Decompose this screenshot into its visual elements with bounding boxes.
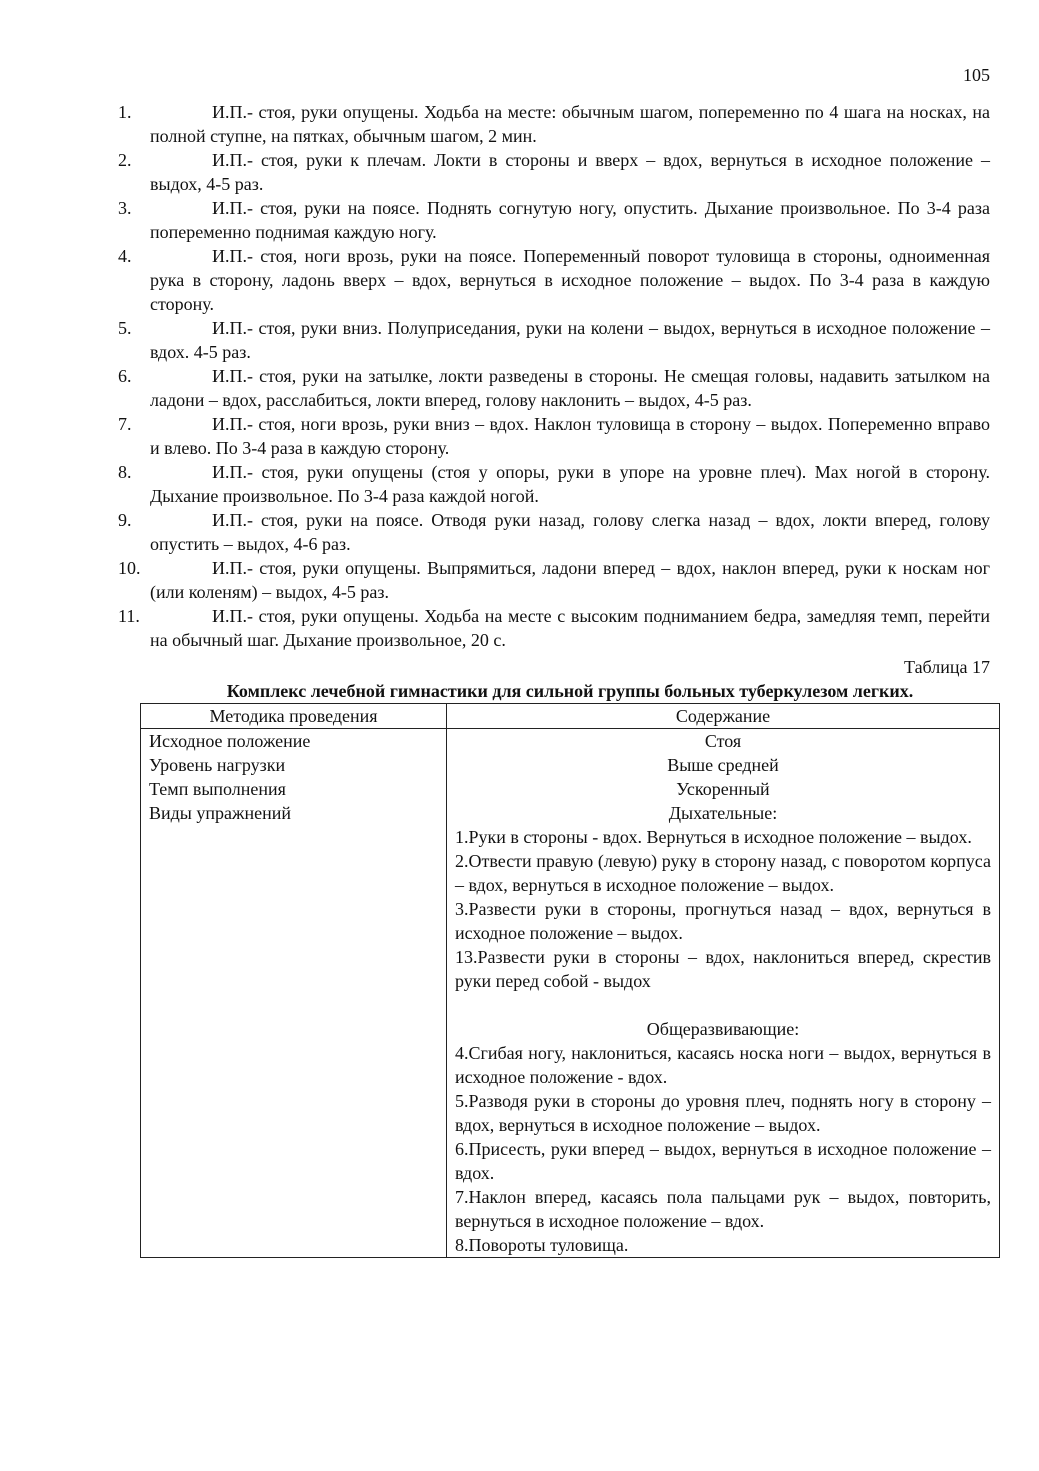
list-item-text: И.П.- стоя, руки вниз. Полуприседания, руки на колени – выдох, вернуться в исходное положение – вдох. 4-5 раз.: [150, 318, 990, 362]
list-item-number: 6.: [118, 366, 132, 386]
table-cell-method: [141, 729, 447, 1258]
table-header-cell: Содержание: [447, 704, 1000, 729]
breathing-exercise: 1.Руки в стороны - вдох. Вернуться в исходное положение – выдох.: [455, 827, 972, 847]
list-item-text: И.П.- стоя, руки опущены. Ходьба на месте: обычным шагом, попеременно по 4 шага на носках, на полной ступне, на пятках, обычным шагом, 2 мин.: [150, 102, 990, 146]
list-item-number: 8.: [118, 462, 132, 482]
method-item: Темп выполнения: [149, 779, 286, 799]
method-item: Уровень нагрузки: [149, 755, 286, 775]
breathing-exercise: 3.Развести руки в стороны, прогнуться назад – вдох, вернуться в исходное положение – выдох.: [455, 899, 991, 943]
list-item: [118, 556, 990, 604]
table-title: Комплекс лечебной гимнастики для сильной группы больных туберкулезом легких.: [226, 681, 914, 701]
exercise-list: [118, 100, 990, 652]
breathing-heading: Дыхательные:: [668, 803, 778, 823]
list-item-text: И.П.- стоя, руки опущены. Ходьба на месте с высоким подниманием бедра, замедляя темп, перейти на обычный шаг. Дыхание произвольное, 20 с.: [150, 606, 990, 650]
table-caption: Таблица 17: [904, 657, 990, 677]
list-item: [118, 244, 990, 316]
list-item-number: 5.: [118, 318, 132, 338]
list-item: [118, 508, 990, 556]
page-number: 105: [963, 65, 990, 85]
list-item: [118, 100, 990, 148]
general-exercise: 7.Наклон вперед, касаясь пола пальцами рук – выдох, повторить, вернуться в исходное положение – вдох.: [455, 1187, 991, 1231]
list-item-text: И.П.- стоя, руки опущены (стоя у опоры, руки в упоре на уровне плеч). Мах ногой в сторону. Дыхание произвольное. По 3-4 раза каждой ногой.: [150, 462, 990, 506]
general-exercise: 5.Разводя руки в стороны до уровня плеч, поднять ногу в сторону – вдох, вернуться в исходное положение – выдох.: [455, 1091, 991, 1135]
breathing-exercise: 13.Развести руки в стороны – вдох, наклониться вперед, скрестив руки перед собой - выдох: [455, 947, 991, 991]
list-item-text: И.П.- стоя, ноги врозь, руки вниз – вдох. Наклон туловища в сторону – выдох. Попеременно вправо и влево. По 3-4 раза в каждую сторону.: [150, 414, 990, 458]
list-item: [118, 460, 990, 508]
blank-line: [455, 993, 991, 1017]
content-value: Выше средней: [667, 755, 779, 775]
breathing-exercise: 2.Отвести правую (левую) руку в сторону назад, с поворотом корпуса – вдох, вернуться в исходное положение – выдох.: [455, 851, 991, 895]
list-item-text: И.П.- стоя, руки опущены. Выпрямиться, ладони вперед – вдох, наклон вперед, руки к носкам ног (или коленям) – выдох, 4-5 раз.: [150, 558, 990, 602]
content-value: Стоя: [704, 731, 742, 751]
general-exercise: 4.Сгибая ногу, наклониться, касаясь носка ноги – выдох, вернуться в исходное положение - вдох.: [455, 1043, 991, 1087]
list-item-number: 10.: [118, 558, 141, 578]
exercise-table: [140, 703, 1000, 1258]
method-item: Исходное положение: [149, 731, 311, 751]
table-row: [141, 729, 1000, 1258]
list-item-number: 4.: [118, 246, 132, 266]
list-item: [118, 316, 990, 364]
list-item-number: 7.: [118, 414, 132, 434]
list-item-text: И.П.- стоя, руки на затылке, локти разведены в стороны. Не смещая головы, надавить затылком на ладони – вдох, расслабиться, локти вперед, голову наклонить – выдох, 4-5 раз.: [150, 366, 990, 410]
list-item: [118, 364, 990, 412]
list-item-number: 11.: [118, 606, 140, 626]
table-header-cell: Методика проведения: [141, 704, 447, 729]
list-item-text: И.П.- стоя, руки на поясе. Отводя руки назад, голову слегка назад – вдох, локти вперед, голову опустить – выдох, 4-6 раз.: [150, 510, 990, 554]
list-item: [118, 148, 990, 196]
content-value: Ускоренный: [676, 779, 770, 799]
method-item: Виды упражнений: [149, 803, 291, 823]
table-header-row: [141, 704, 1000, 729]
list-item-number: 1.: [118, 102, 132, 122]
general-exercise: 6.Присесть, руки вперед – выдох, вернуться в исходное положение – вдох.: [455, 1139, 991, 1183]
list-item: [118, 412, 990, 460]
list-item-text: И.П.- стоя, руки к плечам. Локти в стороны и вверх – вдох, вернуться в исходное положение – выдох, 4-5 раз.: [150, 150, 990, 194]
list-item-text: И.П.- стоя, ноги врозь, руки на поясе. Попеременный поворот туловища в стороны, одноименная рука в сторону, ладонь вверх – вдох, вернуться в исходное положение – выдох. По 3-4 раза в каждую сторону.: [150, 246, 990, 314]
list-item-number: 2.: [118, 150, 132, 170]
table-cell-content: [447, 729, 1000, 1258]
list-item: [118, 196, 990, 244]
list-item-number: 3.: [118, 198, 132, 218]
general-exercise: 8.Повороты туловища.: [455, 1235, 629, 1255]
list-item: [118, 604, 990, 652]
general-heading: Общеразвивающие:: [646, 1019, 800, 1039]
list-item-number: 9.: [118, 510, 132, 530]
list-item-text: И.П.- стоя, руки на поясе. Поднять согнутую ногу, опустить. Дыхание произвольное. По 3-4 раза попеременно поднимая каждую ногу.: [150, 198, 990, 242]
